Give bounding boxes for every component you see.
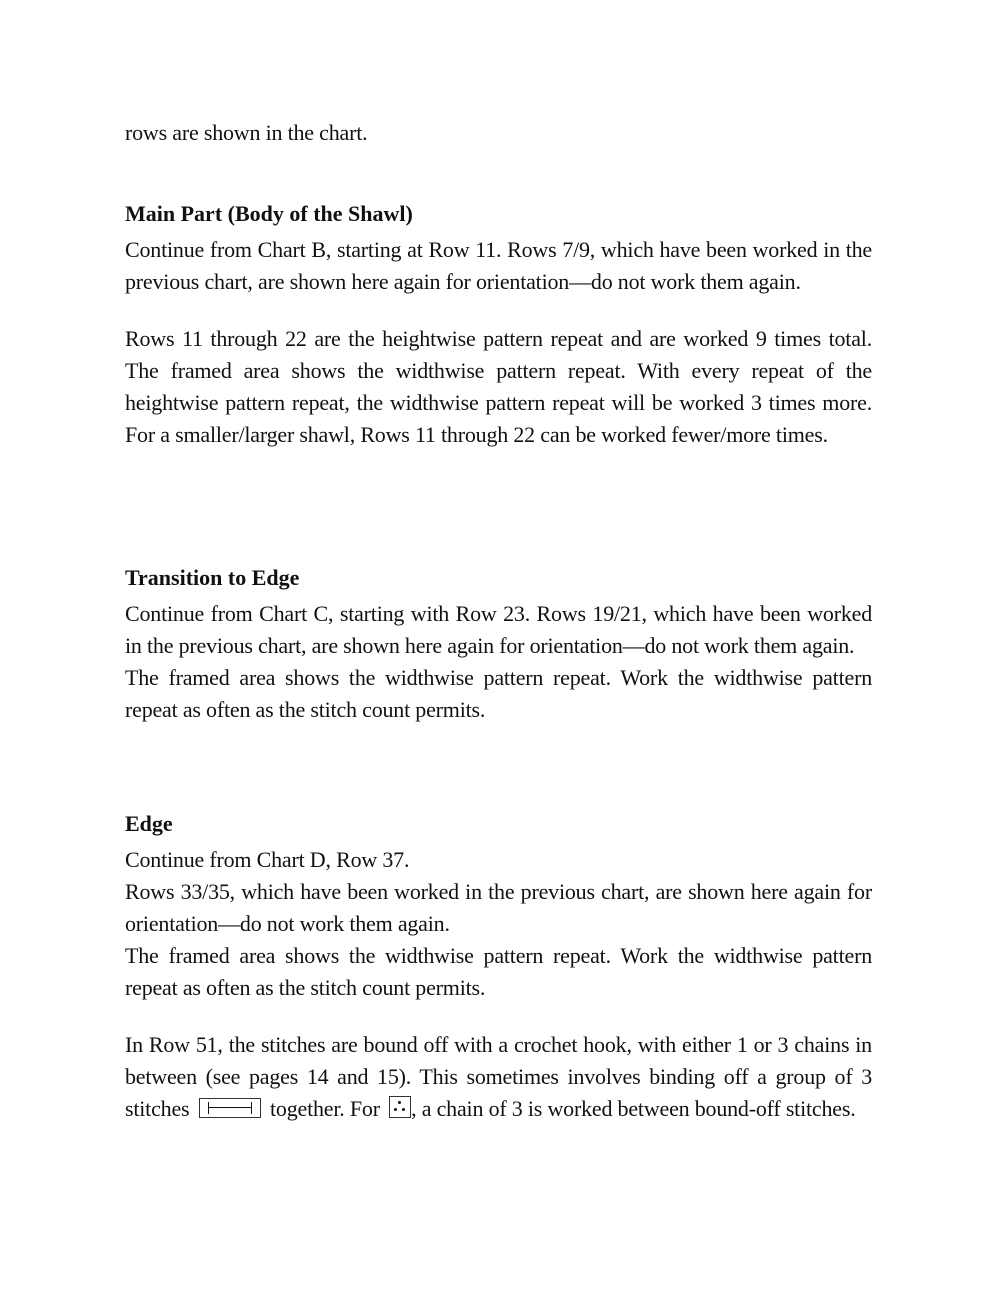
chain-3-icon: [389, 1096, 411, 1118]
heading-transition: Transition to Edge: [125, 565, 300, 590]
main-paragraph-1: Continue from Chart B, starting at Row 11. Rows 7/9, which have been worked in the previous chart, are shown here again for orientation—do not work them again.: [125, 237, 872, 294]
section-main: [125, 198, 872, 451]
section-edge: [125, 808, 872, 1125]
edge-paragraph-4: [125, 1029, 872, 1125]
transition-paragraph-1: Continue from Chart C, starting with Row 23. Rows 19/21, which have been worked in the previous chart, are shown here again for orientation—do not work them again.: [125, 601, 872, 658]
edge-p4-middle: together. For: [270, 1096, 380, 1121]
bind-off-3-together-icon: [199, 1098, 261, 1118]
intro-line: rows are shown in the chart.: [125, 120, 368, 145]
heading-edge: Edge: [125, 811, 173, 836]
main-paragraph-2: Rows 11 through 22 are the heightwise pattern repeat and are worked 9 times total. The framed area shows the widthwise pattern repeat. With every repeat of the heightwise pattern repeat, the widthwise pattern repeat will be worked 3 times more. For a smaller/larger shawl, Rows 11 through 22 can be worked fewer/more times.: [125, 326, 872, 447]
section-transition: [125, 562, 872, 726]
edge-p4-before: In Row 51, the stitches are bound off with a crochet hook, with either 1 or 3 chains in between (see pages 14 and 15). This sometimes involves binding off a group of 3 stitches: [125, 1032, 872, 1121]
transition-paragraph-2: The framed area shows the widthwise pattern repeat. Work the widthwise pattern repeat as often as the stitch count permits.: [125, 665, 872, 722]
edge-paragraph-3: The framed area shows the widthwise pattern repeat. Work the widthwise pattern repeat as often as the stitch count permits.: [125, 943, 872, 1000]
edge-paragraph-1: Continue from Chart D, Row 37.: [125, 847, 410, 872]
heading-main: Main Part (Body of the Shawl): [125, 201, 413, 226]
edge-p4-after: , a chain of 3 is worked between bound-off stitches.: [411, 1096, 856, 1121]
edge-paragraph-2: Rows 33/35, which have been worked in the previous chart, are shown here again for orientation—do not work them again.: [125, 879, 872, 936]
intro-block: [125, 117, 872, 149]
